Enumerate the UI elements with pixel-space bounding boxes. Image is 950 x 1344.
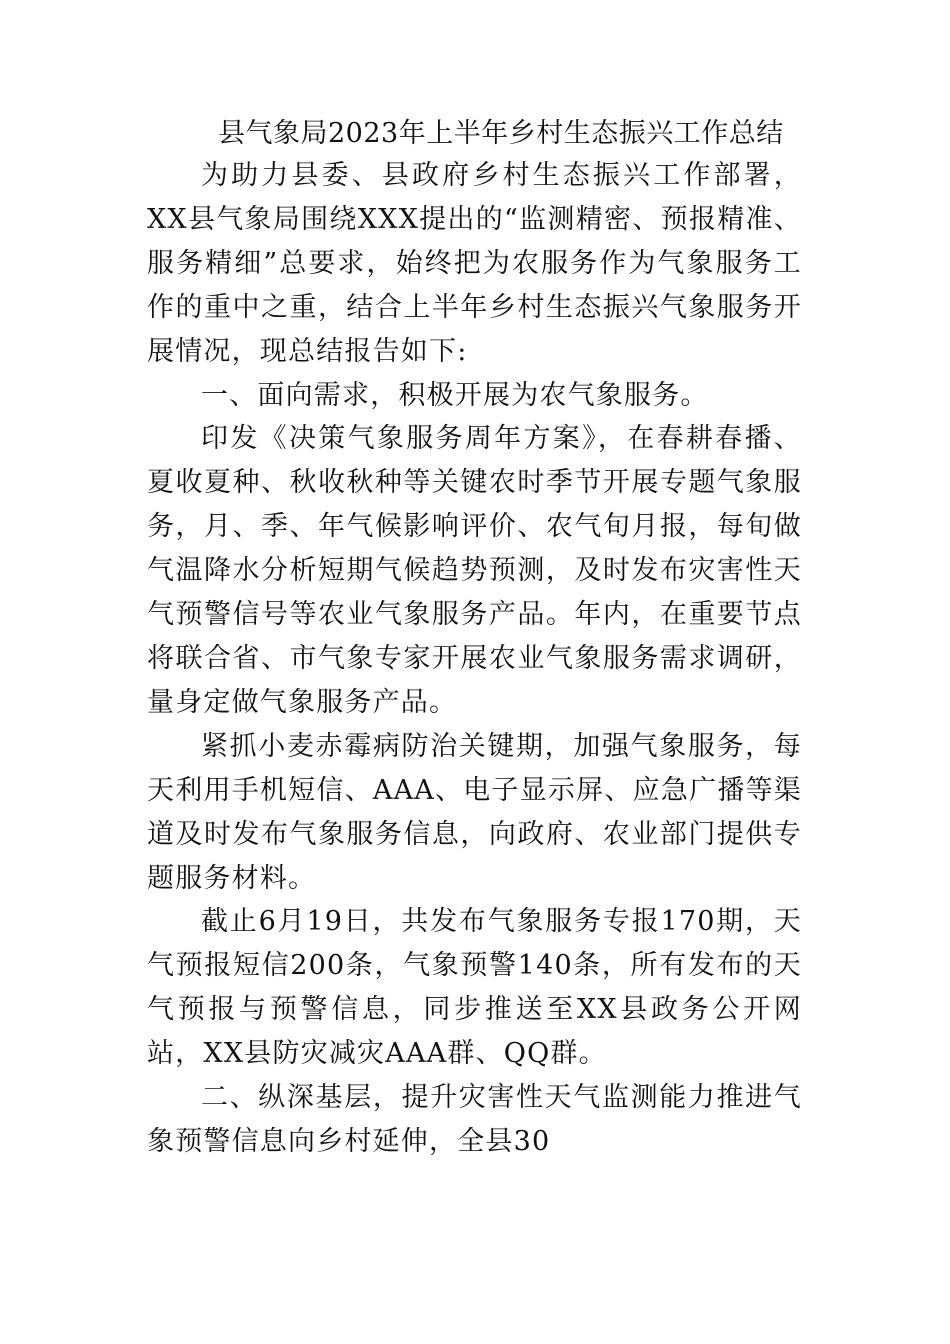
section-heading-1: 一、面向需求，积极开展为农气象服务。 <box>201 379 709 411</box>
paragraph-statistics: 截止6月19日，共发布气象服务专报170期，天气预报短信200条，气象预警140条，所有发布的天气预报与预警信息，同步推送至XX县政务公开网站，XX县防灾减灾AAA群、QQ群。 <box>147 906 802 1070</box>
paragraph-decision-service: 印发《决策气象服务周年方案》，在春耕春播、夏收夏种、秋收秋种等关键农时季节开展专题气象服务，月、季、年气候影响评价、农气旬月报，每旬做气温降水分析短期气候趋势预测，及时发布灾害性天气预警信号等农业气象服务产品。年内，在重要节点将联合省、市气象专家开展农业气象服务需求调研，量身定做气象服务产品。 <box>147 423 802 718</box>
paragraph-wheat-disease: 紧抓小麦赤霉病防治关键期，加强气象服务，每天利用手机短信、AAA、电子显示屏、应急广播等渠道及时发布气象服务信息，向政府、农业部门提供专题服务材料。 <box>147 730 802 894</box>
section-heading-2: 二、纵深基层，提升灾害性天气监测能力推进气象预警信息向乡村延伸，全县30 <box>147 1082 802 1157</box>
document-title: 县气象局2023年上半年乡村生态振兴工作总结 <box>218 118 784 149</box>
document-body <box>147 154 802 1164</box>
paragraph-intro: 为助力县委、县政府乡村生态振兴工作部署，XX县气象局围绕XXX提出的“监测精密、预报精准、服务精细”总要求，始终把为农服务作为气象服务工作的重中之重，结合上半年乡村生态振兴气象服务开展情况，现总结报告如下: <box>147 160 802 367</box>
